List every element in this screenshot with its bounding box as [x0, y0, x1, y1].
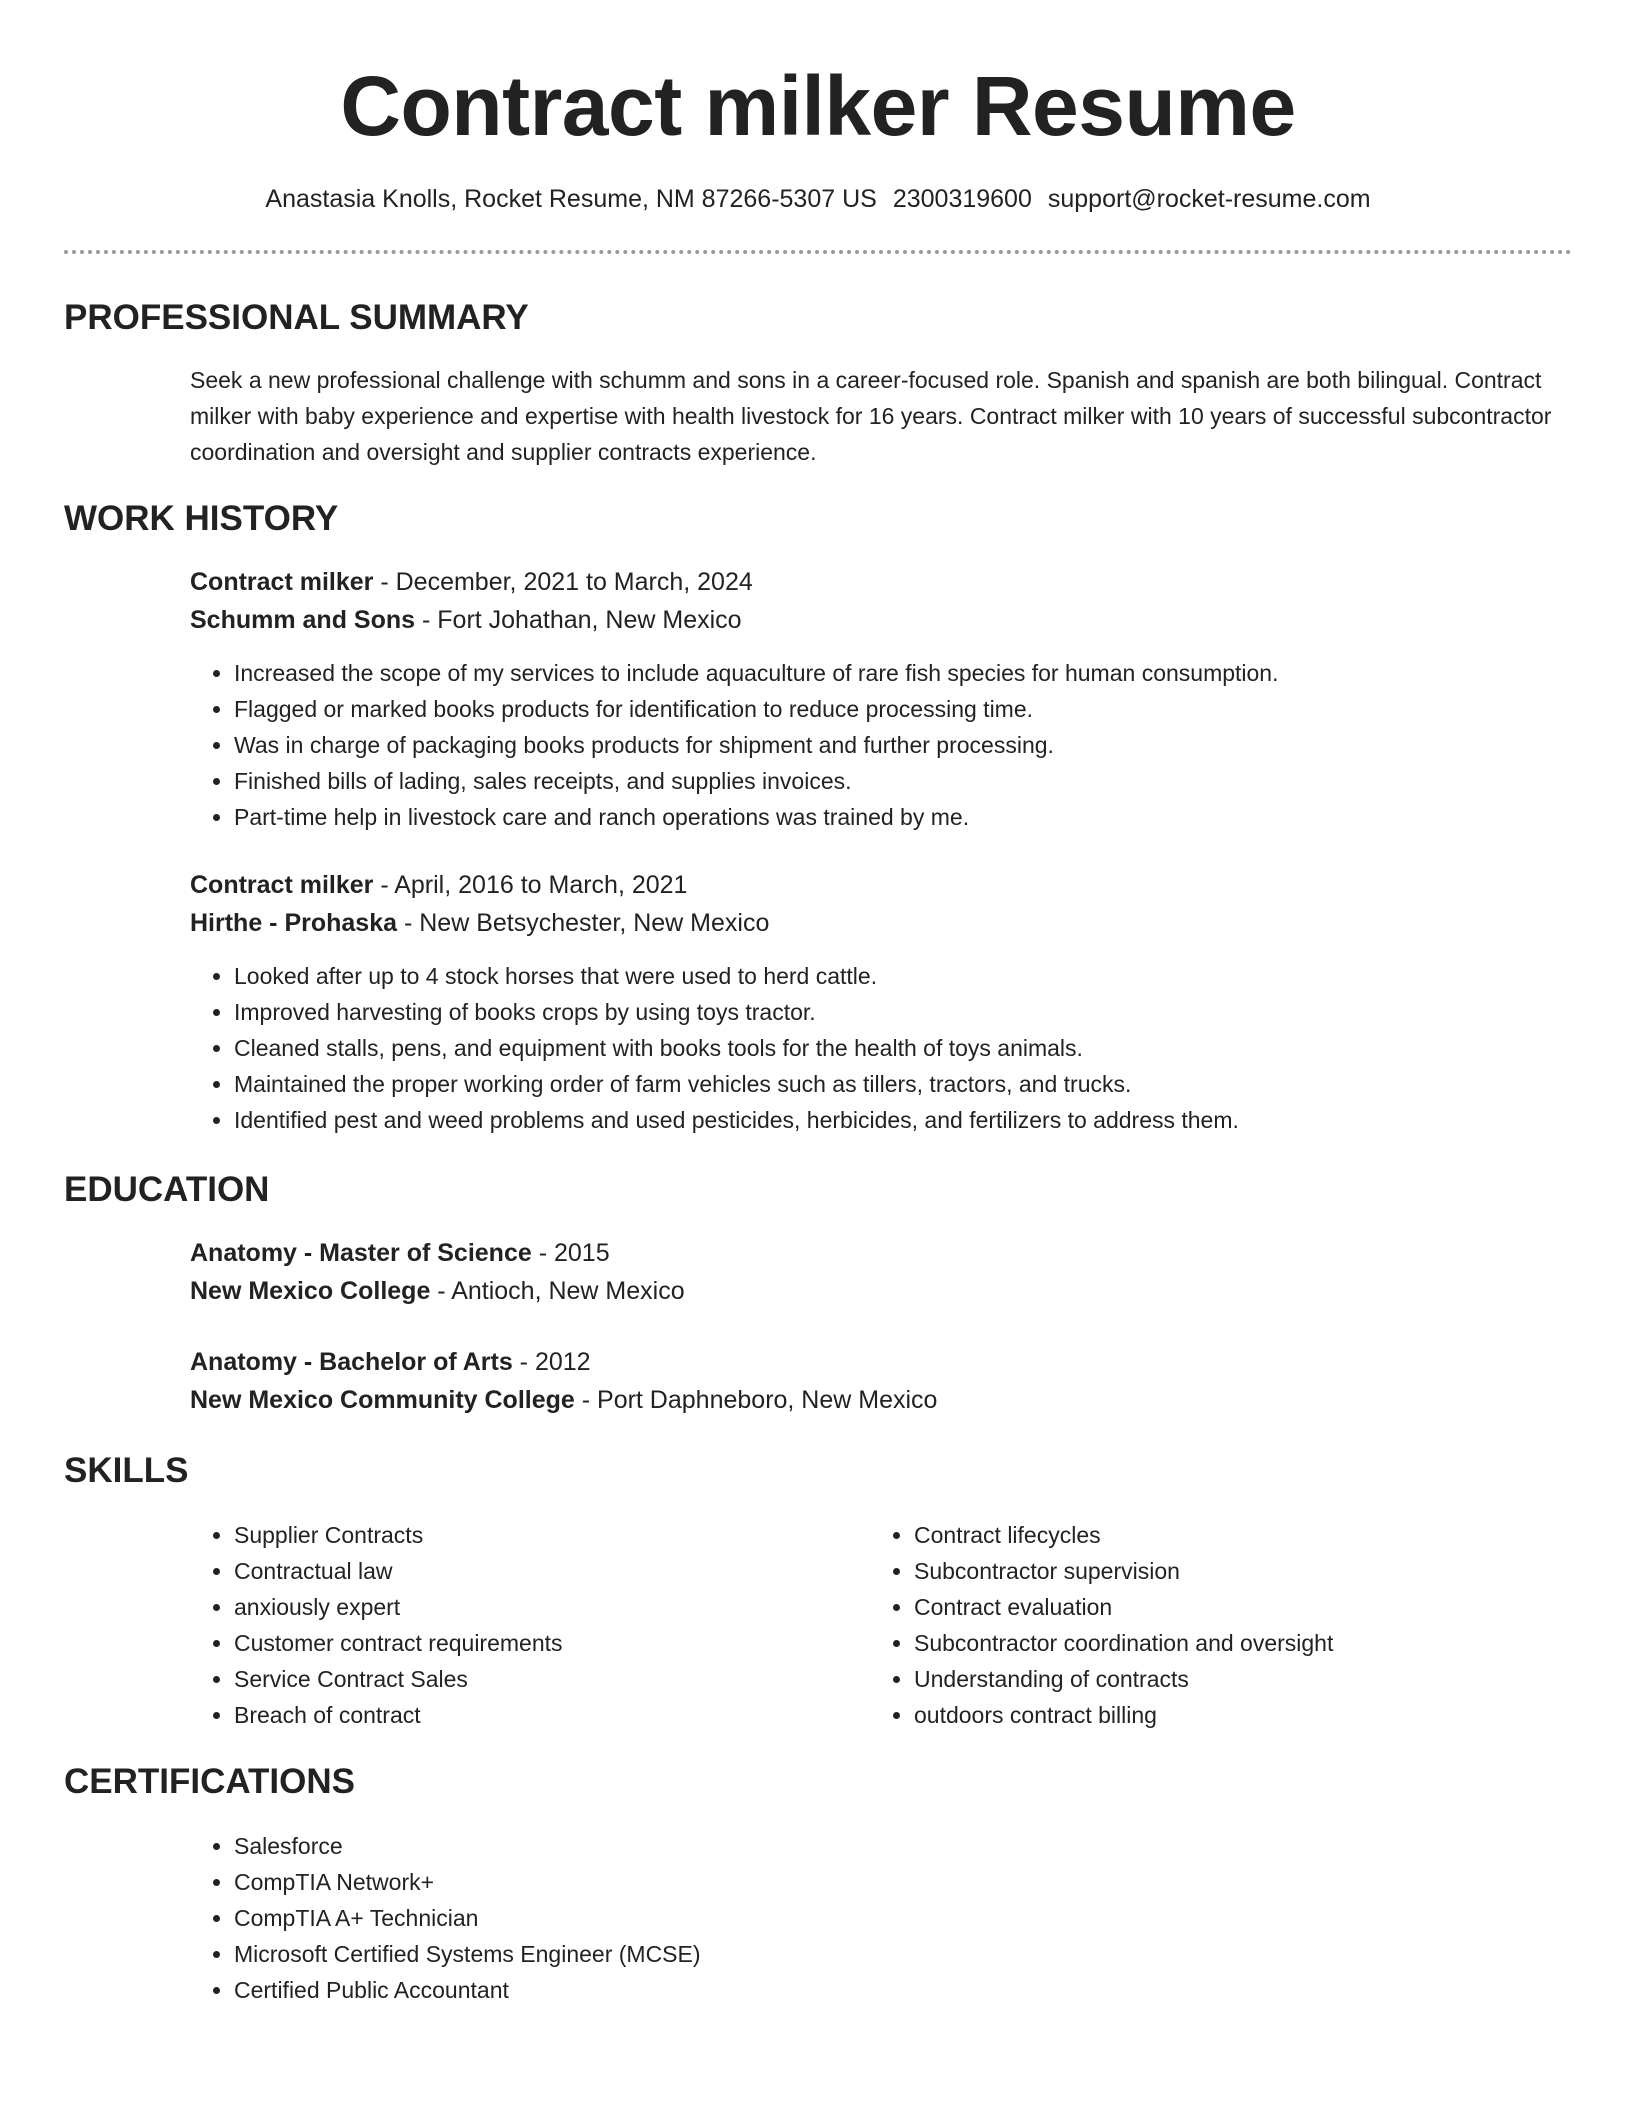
list-item: • Increased the scope of my services to include aquaculture of rare fish species for human consumption.: [234, 655, 1572, 691]
education-entry: [190, 1234, 1572, 1310]
contact-line: [64, 182, 1572, 216]
contact-phone: 2300319600: [892, 185, 1032, 213]
degree: Anatomy - Bachelor of Arts: [190, 1348, 513, 1376]
list-item: • Improved harvesting of books crops by using toys tractor.: [234, 994, 1572, 1030]
certifications-heading: CERTIFICATIONS: [64, 1762, 356, 1801]
header-divider: [64, 250, 1572, 254]
list-item: • Contractual law: [234, 1553, 874, 1589]
work-history-heading: WORK HISTORY: [64, 499, 339, 538]
list-item: • Customer contract requirements: [234, 1625, 874, 1661]
school-location: - Antioch, New Mexico: [430, 1277, 685, 1305]
job-dates: - December, 2021 to March, 2024: [373, 568, 753, 596]
degree-year: - 2015: [531, 1239, 610, 1267]
school: New Mexico College: [190, 1277, 431, 1305]
certifications-section: [190, 1828, 1572, 2008]
degree-line: [190, 1343, 1572, 1381]
list-item: • CompTIA Network+: [234, 1864, 1572, 1900]
degree-year: - 2012: [512, 1348, 591, 1376]
job-company-line: [190, 601, 1572, 639]
list-item: • Maintained the proper working order of farm vehicles such as tillers, tractors, and trucks.: [234, 1066, 1572, 1102]
list-item: • Microsoft Certified Systems Engineer (MCSE): [234, 1936, 1572, 1972]
job-title-line: [190, 563, 1572, 601]
job-dates: - April, 2016 to March, 2021: [373, 871, 688, 899]
list-item: • Finished bills of lading, sales receipts, and supplies invoices.: [234, 763, 1572, 799]
job-company: Hirthe - Prohaska: [190, 909, 398, 937]
job-title: Contract milker: [190, 568, 374, 596]
school: New Mexico Community College: [190, 1386, 575, 1414]
job-bullets: [190, 655, 1572, 835]
contact-email: support@rocket-resume.com: [1047, 185, 1371, 213]
resume-title: Contract milker Resume: [340, 59, 1296, 153]
summary-text: Seek a new professional challenge with schumm and sons in a career-focused role. Spanish and spanish are both bilingual. Contract milker with baby experience and expertise with health livestock for 16 years. Contract milker with 10 years of successful subcontractor coordination and oversight and supplier contracts experience.: [190, 367, 1552, 465]
list-item: • outdoors contract billing: [914, 1697, 1614, 1733]
list-item: • Subcontractor supervision: [914, 1553, 1614, 1589]
job-title: Contract milker: [190, 871, 374, 899]
list-item: • Was in charge of packaging books products for shipment and further processing.: [234, 727, 1572, 763]
skills-list-right: [870, 1517, 1614, 1733]
list-item: • CompTIA A+ Technician: [234, 1900, 1572, 1936]
summary-section: [190, 362, 1572, 470]
job-company: Schumm and Sons: [190, 606, 416, 634]
list-item: • Cleaned stalls, pens, and equipment with books tools for the health of toys animals.: [234, 1030, 1572, 1066]
list-item: • Flagged or marked books products for identification to reduce processing time.: [234, 691, 1572, 727]
degree-line: [190, 1234, 1572, 1272]
school-location: - Port Daphneboro, New Mexico: [574, 1386, 938, 1414]
education-heading: EDUCATION: [64, 1170, 270, 1209]
job-location: - Fort Johathan, New Mexico: [415, 606, 742, 634]
list-item: • Looked after up to 4 stock horses that were used to herd cattle.: [234, 958, 1572, 994]
job-location: - New Betsychester, New Mexico: [397, 909, 770, 937]
job-title-line: [190, 866, 1572, 904]
certifications-list: [190, 1828, 1572, 2008]
skills-heading: SKILLS: [64, 1451, 189, 1490]
list-item: • Supplier Contracts: [234, 1517, 874, 1553]
resume-page: [64, 0, 1572, 2003]
school-line: [190, 1272, 1572, 1310]
job-company-line: [190, 904, 1572, 942]
list-item: • Identified pest and weed problems and used pesticides, herbicides, and fertilizers to address them.: [234, 1102, 1572, 1138]
list-item: • Subcontractor coordination and oversight: [914, 1625, 1614, 1661]
list-item: • Service Contract Sales: [234, 1661, 874, 1697]
skills-section: [190, 1517, 1572, 1737]
list-item: • Certified Public Accountant: [234, 1972, 1572, 2008]
job-bullets: [190, 958, 1572, 1138]
contact-address: Anastasia Knolls, Rocket Resume, NM 87266-5307 US: [265, 185, 877, 213]
list-item: • Contract lifecycles: [914, 1517, 1614, 1553]
degree: Anatomy - Master of Science: [190, 1239, 532, 1267]
job-entry: [190, 866, 1572, 1138]
education-entry: [190, 1343, 1572, 1419]
job-entry: [190, 563, 1572, 835]
list-item: • Breach of contract: [234, 1697, 874, 1733]
list-item: • anxiously expert: [234, 1589, 874, 1625]
school-line: [190, 1381, 1572, 1419]
list-item: • Contract evaluation: [914, 1589, 1614, 1625]
list-item: • Understanding of contracts: [914, 1661, 1614, 1697]
list-item: • Part-time help in livestock care and ranch operations was trained by me.: [234, 799, 1572, 835]
skills-list-left: [190, 1517, 874, 1733]
list-item: • Salesforce: [234, 1828, 1572, 1864]
summary-heading: PROFESSIONAL SUMMARY: [64, 298, 529, 337]
